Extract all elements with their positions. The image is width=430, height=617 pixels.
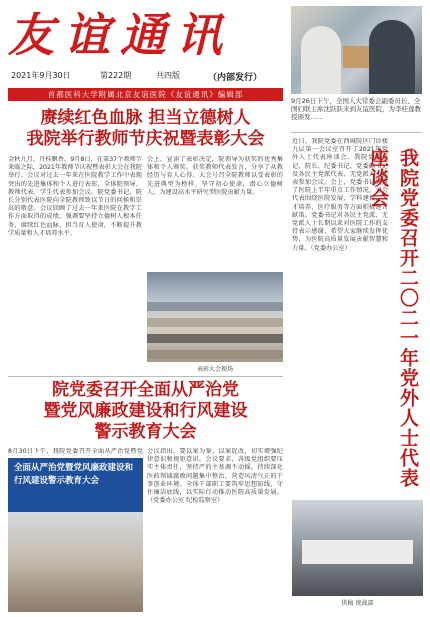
article2-photo [8,458,143,612]
article2-headline-line2: 暨党风廉政建设和行风建设 [43,401,248,421]
article1-photo-caption: 表彰大会现场 [196,366,233,373]
article2-photo-banner: 全面从严治党暨党风廉政建设和行风建设警示教育大会 [8,458,143,512]
article2-column-2: 会议指出，要以案为鉴、以案促改，切实增强纪律意识和规矩意识。会议要求，各级党组织要压实主体责任，坚持严的主基调不动摇，持续深化医药领域腐败问题集中整治，营造风清气正的干事创业环境。全体干部职工要筑牢思想防线，守住廉洁底线，以实际行动推动医院高质量发展。（党委办公室 纪检监察室） [147,448,283,505]
top-photo [291,6,422,94]
side-article-photo-caption: 供稿 统战部 [341,600,374,607]
article2-column-1: 8月30日下午，我院党委召开全面从严治党暨党 [8,448,143,455]
article1-headline [8,108,283,150]
issue-number: 第222期 [100,71,132,80]
divider [291,132,422,133]
divider [8,376,283,377]
side-article-headline: 我院党委召开二〇二一年党外人士代表座谈会 [367,148,419,488]
issue-date: 2021年9月30日 [11,71,71,80]
article1-headline-line2: 我院举行教师节庆祝暨表彰大会 [26,129,265,149]
side-article-photo [292,500,423,596]
article2-headline-line3: 警示教育大会 [94,422,197,442]
internal-label: （内部发行） [208,73,263,83]
article1-column-1: 金秋九月，丹桂飘香。9月8日，在第37个教师节来临之际，2021年教师节庆祝暨表彰大会在我院举行。会议对过去一年来在医院教学工作中表现突出的先进集体和个人进行表彰，全体院领导、教师代表、学生代表参加会议。院党委书记、院长分别代表医院向全院教师致以节日的问候和崇高的敬意。会议回顾了过去一年来医院在教学工作方面取得的成绩，强调要坚持立德树人根本任务，赓续红色血脉，担当育人使命，不断提升教学质量和人才培养水平。 [8,156,142,237]
issue-meta [8,70,283,82]
masthead [8,6,283,64]
side-article-body: 近日，我院党委在西城院区门诊楼九层第一会议室召开了2021年党外人士代表座谈会。我院党委书记、院长、纪委书记、党委副书记及各民主党派代表、无党派人士代表参加会议。会上，党委书记通报了医院上半年重点工作情况，与会代表围绕医院发展、学科建设、人才培养、医疗服务等方面积极建言献策。党委书记对各民主党派、无党派人士长期以来对医院工作的支持表示感谢，希望大家继续发挥优势，为医院高质量发展贡献智慧和力量。（党委办公室） [292,138,388,252]
article1-photo [147,272,283,362]
article2-headline [8,380,283,443]
article2-headline-line1: 院党委召开全面从严治党 [52,380,239,400]
page-count: 共四版 [156,71,180,80]
editorial-banner: 首都医科大学附属北京友谊医院《友谊通讯》编辑部 [8,88,283,101]
top-photo-caption: 9月26日下午，全国人大常委会副委员长、全国妇联主席沈跃跃来到友谊医院，为李桂莲教授颁发…… [291,97,421,121]
article1-column-2: 会上，宣读了表彰决定，院领导为获奖的优秀集体和个人颁奖。获奖教师代表发言，分享了从教经历与育人心得。大会号召全院教师以受表彰的先进典型为榜样，坚守初心使命，潜心立德树人，为建设高水平研究型医院贡献力量。 [147,156,283,196]
masthead-title: 友谊通讯 [8,8,232,62]
article1-headline-line1: 赓续红色血脉 担当立德树人 [40,108,251,128]
